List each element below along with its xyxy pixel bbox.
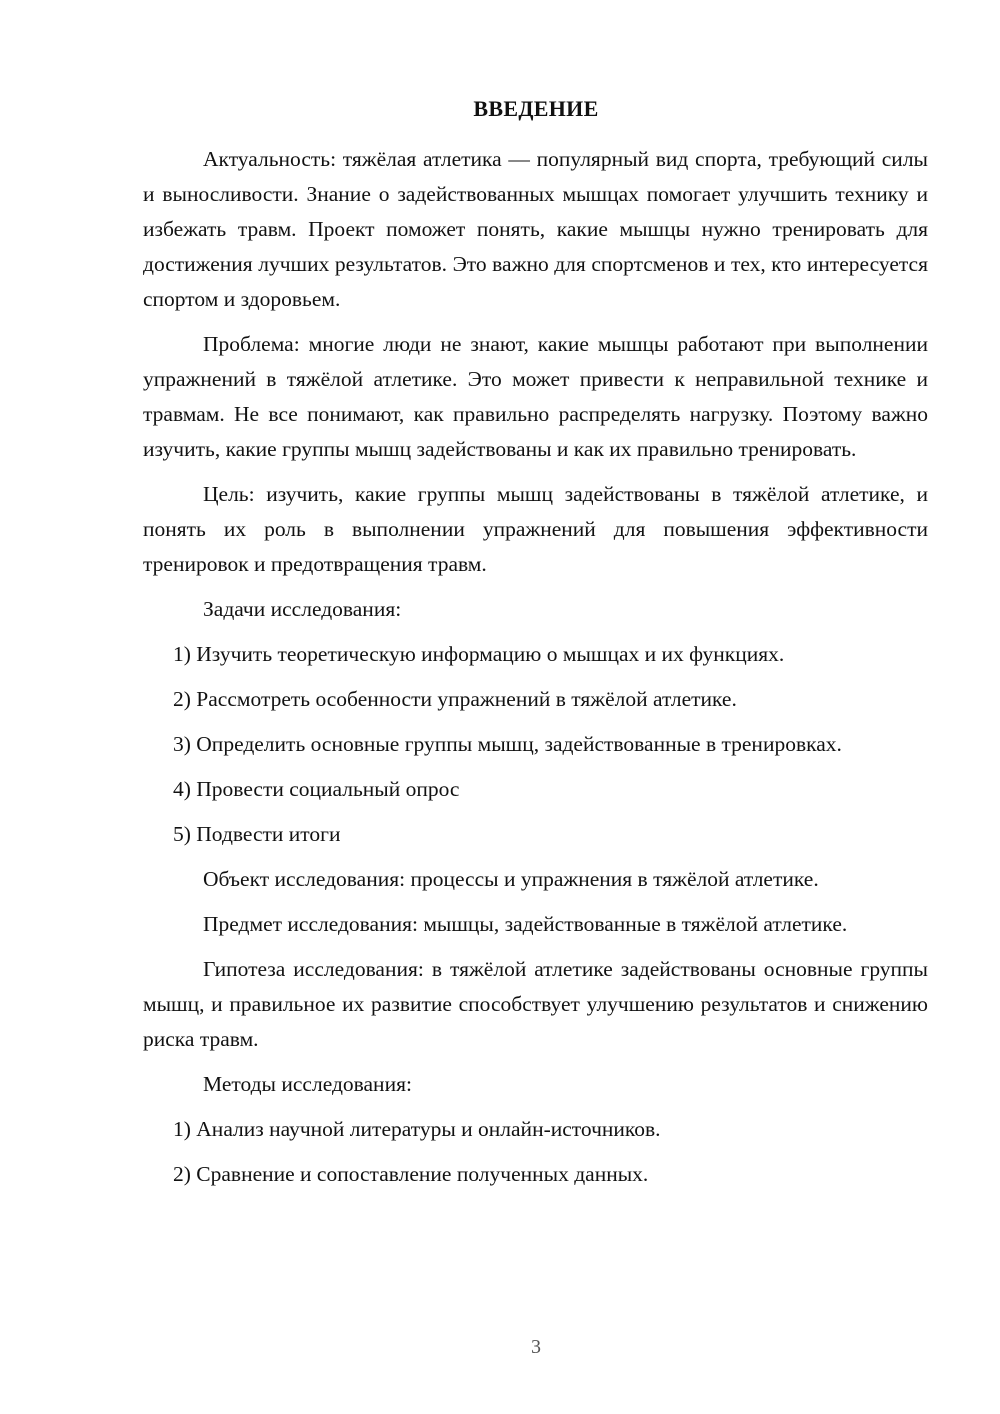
method-item-2: 2) Сравнение и сопоставление полученных данных. — [173, 1162, 649, 1186]
page-number: 3 — [531, 1336, 541, 1358]
problem-paragraph: Проблема: многие люди не знают, какие мышцы работают при выполнении упражнений в тяжёлой атлетике. Это может привести к неправильной технике и травмам. Не все понимают, как правильно распределять нагрузку. Поэтому важно изучить, какие группы мышц задействованы и как их правильно тренировать. — [143, 332, 928, 461]
document-body — [143, 142, 928, 1202]
task-item-4: 4) Провести социальный опрос — [173, 777, 460, 801]
subject-paragraph: Предмет исследования: мышцы, задействованные в тяжёлой атлетике. — [203, 912, 848, 936]
task-item-5: 5) Подвести итоги — [173, 822, 341, 846]
relevance-paragraph: Актуальность: тяжёлая атлетика — популярный вид спорта, требующий силы и выносливости. Знание о задействованных мышцах помогает улучшить технику и избежать травм. Проект поможет понять, какие мышцы нужно тренировать для достижения лучших результатов. Это важно для спортсменов и тех, кто интересуется спортом и здоровьем. — [143, 147, 928, 311]
hypothesis-paragraph: Гипотеза исследования: в тяжёлой атлетике задействованы основные группы мышц, и правильное их развитие способствует улучшению результатов и снижению риска травм. — [143, 957, 928, 1051]
task-item-2: 2) Рассмотреть особенности упражнений в тяжёлой атлетике. — [173, 687, 737, 711]
methods-heading: Методы исследования: — [203, 1072, 412, 1096]
goal-paragraph: Цель: изучить, какие группы мышц задействованы в тяжёлой атлетике, и понять их роль в выполнении упражнений для повышения эффективности тренировок и предотвращения травм. — [143, 482, 928, 576]
task-item-3: 3) Определить основные группы мышц, задействованные в тренировках. — [173, 732, 842, 756]
method-item-1: 1) Анализ научной литературы и онлайн-источников. — [173, 1117, 661, 1141]
tasks-heading: Задачи исследования: — [203, 597, 402, 621]
object-paragraph: Объект исследования: процессы и упражнения в тяжёлой атлетике. — [203, 867, 819, 891]
page-title: ВВЕДЕНИЕ — [473, 96, 599, 121]
task-item-1: 1) Изучить теоретическую информацию о мышцах и их функциях. — [173, 642, 785, 666]
